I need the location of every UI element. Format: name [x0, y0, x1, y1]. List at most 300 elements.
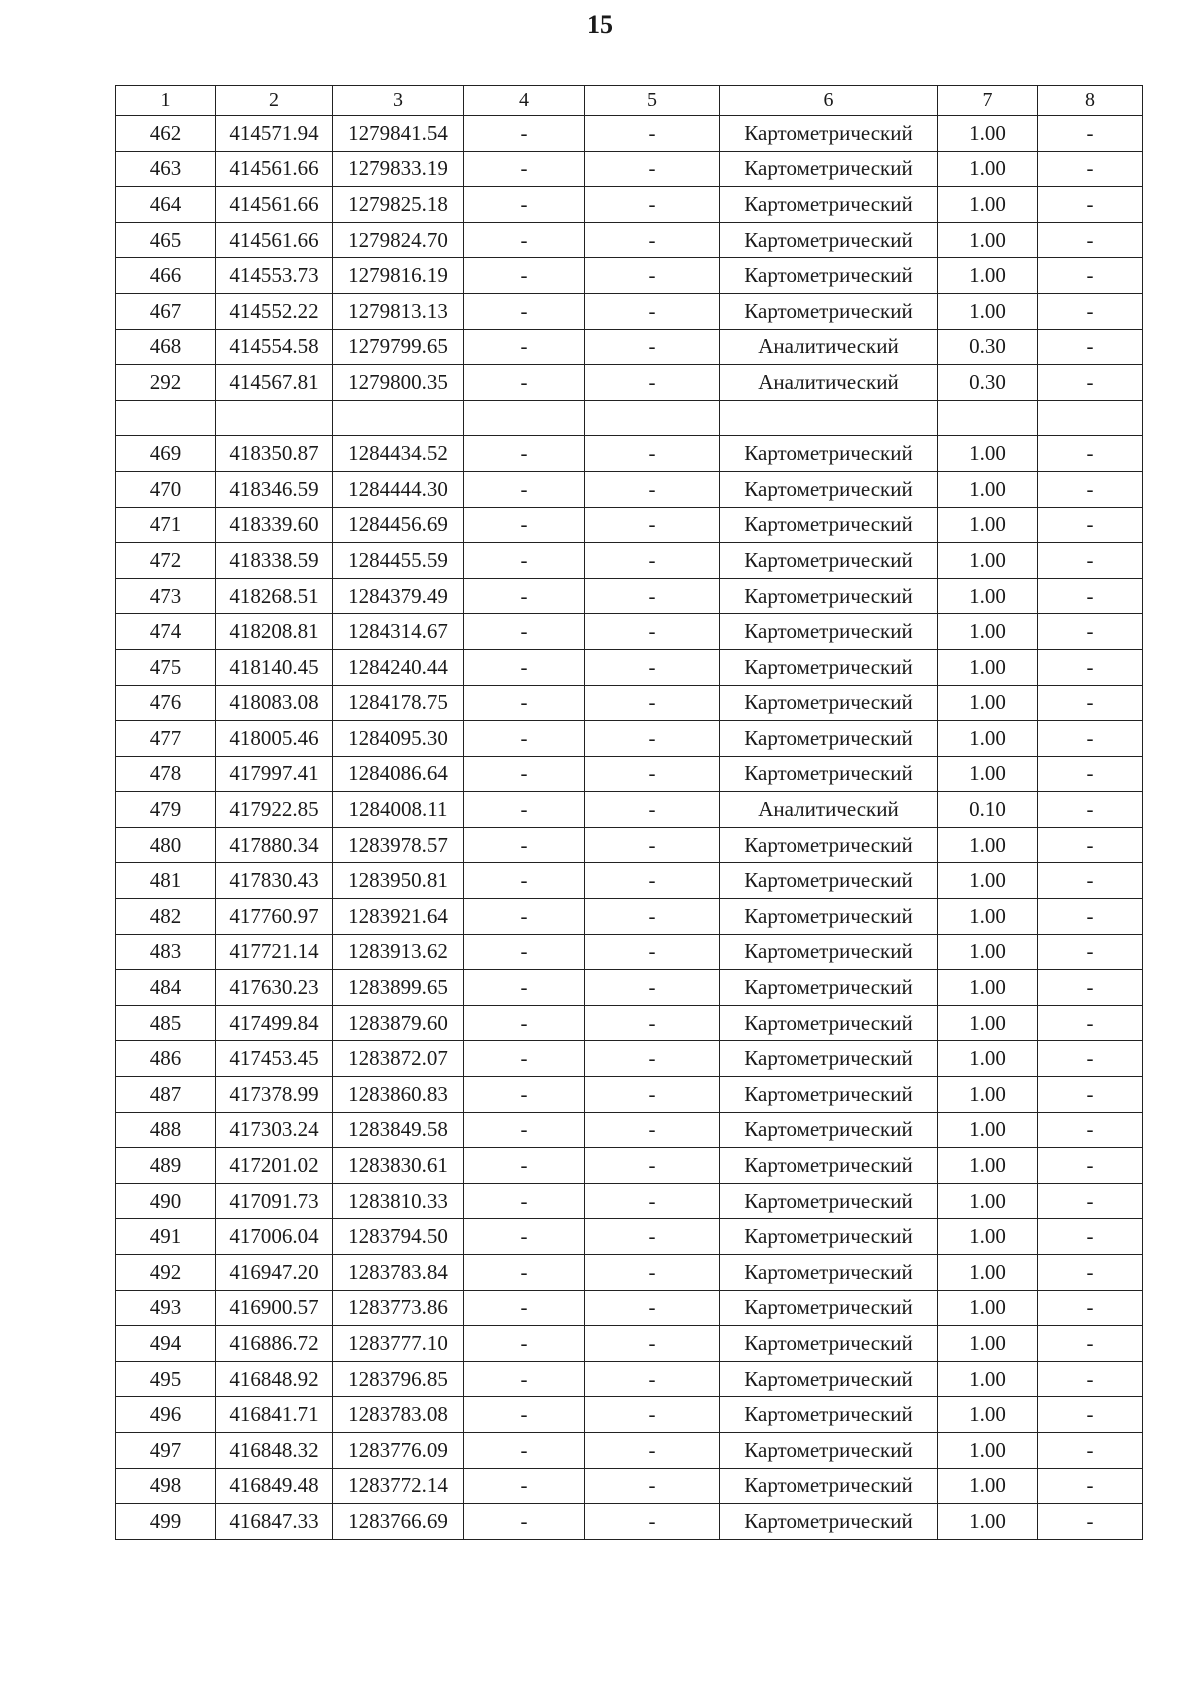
table-cell: 1283830.61: [333, 1148, 464, 1184]
table-cell: 1284178.75: [333, 685, 464, 721]
table-cell: -: [464, 1219, 585, 1255]
table-cell: 1283899.65: [333, 970, 464, 1006]
table-cell: 418268.51: [216, 578, 333, 614]
table-cell: -: [585, 1432, 720, 1468]
table-cell: 1279799.65: [333, 329, 464, 365]
table-cell: -: [585, 756, 720, 792]
table-cell: 1.00: [938, 756, 1038, 792]
table-cell: Картометрический: [720, 258, 938, 294]
table-row: [116, 1326, 1143, 1362]
table-cell: [585, 400, 720, 436]
table-cell: -: [464, 507, 585, 543]
table-cell: 1284455.59: [333, 543, 464, 579]
table-cell: Картометрический: [720, 1005, 938, 1041]
table-cell: -: [585, 1219, 720, 1255]
table-cell: -: [464, 1112, 585, 1148]
table-cell: 1283776.09: [333, 1432, 464, 1468]
table-cell: -: [585, 1041, 720, 1077]
table-cell: -: [1038, 1468, 1143, 1504]
table-cell: 1283783.84: [333, 1255, 464, 1291]
table-cell: -: [585, 899, 720, 935]
table-row: [116, 756, 1143, 792]
table-cell: 416848.32: [216, 1432, 333, 1468]
table-cell: -: [585, 1290, 720, 1326]
table-cell: Картометрический: [720, 1326, 938, 1362]
table-cell: 0.30: [938, 365, 1038, 401]
table-row: [116, 507, 1143, 543]
table-cell: 1.00: [938, 1361, 1038, 1397]
table-cell: 469: [116, 436, 216, 472]
table-cell: 414567.81: [216, 365, 333, 401]
table-cell: 483: [116, 934, 216, 970]
table-body: [116, 116, 1143, 1540]
table-cell: -: [464, 1504, 585, 1540]
table-cell: 1284008.11: [333, 792, 464, 828]
table-cell: 1283913.62: [333, 934, 464, 970]
table-cell: 417091.73: [216, 1183, 333, 1219]
table-cell: 468: [116, 329, 216, 365]
table-cell: 1.00: [938, 1504, 1038, 1540]
table-cell: 496: [116, 1397, 216, 1433]
table-cell: -: [585, 258, 720, 294]
table-cell: Картометрический: [720, 1112, 938, 1148]
table-row: [116, 970, 1143, 1006]
table-cell: -: [585, 863, 720, 899]
table-cell: 485: [116, 1005, 216, 1041]
table-cell: 417303.24: [216, 1112, 333, 1148]
table-cell: -: [585, 1397, 720, 1433]
table-cell: -: [1038, 1041, 1143, 1077]
table-cell: 1.00: [938, 1041, 1038, 1077]
table-row: [116, 614, 1143, 650]
table-cell: 1284444.30: [333, 471, 464, 507]
table-cell: -: [464, 1361, 585, 1397]
table-cell: -: [585, 970, 720, 1006]
table-cell: 463: [116, 151, 216, 187]
table-cell: 1283796.85: [333, 1361, 464, 1397]
table-cell: Картометрический: [720, 649, 938, 685]
table-cell: 473: [116, 578, 216, 614]
table-cell: 1279824.70: [333, 222, 464, 258]
table-row: [116, 1468, 1143, 1504]
table-cell: 479: [116, 792, 216, 828]
table-cell: -: [585, 507, 720, 543]
table-cell: -: [1038, 1077, 1143, 1113]
table-row: [116, 1183, 1143, 1219]
table-cell: 486: [116, 1041, 216, 1077]
table-cell: -: [464, 899, 585, 935]
table-cell: 1283921.64: [333, 899, 464, 935]
table-cell: 418350.87: [216, 436, 333, 472]
table-cell: 467: [116, 293, 216, 329]
table-cell: 1.00: [938, 507, 1038, 543]
table-cell: 416849.48: [216, 1468, 333, 1504]
table-cell: -: [1038, 649, 1143, 685]
table-cell: 417721.14: [216, 934, 333, 970]
table-cell: [938, 400, 1038, 436]
table-cell: 1.00: [938, 471, 1038, 507]
page-number: 15: [587, 10, 613, 39]
table-cell: 491: [116, 1219, 216, 1255]
table-cell: 1.00: [938, 1112, 1038, 1148]
table-cell: -: [585, 116, 720, 152]
coordinates-table: [115, 85, 1143, 1540]
table-cell: -: [464, 1290, 585, 1326]
table-cell: Картометрический: [720, 1432, 938, 1468]
table-cell: 490: [116, 1183, 216, 1219]
table-cell: -: [464, 1041, 585, 1077]
table-cell: 418083.08: [216, 685, 333, 721]
table-cell: -: [585, 578, 720, 614]
table-cell: -: [464, 863, 585, 899]
table-cell: Картометрический: [720, 151, 938, 187]
table-cell: -: [464, 329, 585, 365]
table-row: [116, 187, 1143, 223]
table-cell: 1284086.64: [333, 756, 464, 792]
table-cell: 472: [116, 543, 216, 579]
table-cell: -: [464, 116, 585, 152]
table-cell: -: [585, 685, 720, 721]
table-cell: 1.00: [938, 1432, 1038, 1468]
table-cell: -: [1038, 1183, 1143, 1219]
table-cell: 1283794.50: [333, 1219, 464, 1255]
table-cell: 1284314.67: [333, 614, 464, 650]
table-row: [116, 436, 1143, 472]
table-cell: -: [1038, 1397, 1143, 1433]
table-cell: -: [585, 1183, 720, 1219]
table-cell: 1.00: [938, 151, 1038, 187]
table-cell: [333, 400, 464, 436]
table-cell: [720, 400, 938, 436]
table-row: [116, 222, 1143, 258]
table-cell: -: [1038, 827, 1143, 863]
table-cell: -: [585, 187, 720, 223]
table-cell: 418005.46: [216, 721, 333, 757]
table-cell: 1283872.07: [333, 1041, 464, 1077]
table-cell: Аналитический: [720, 792, 938, 828]
table-row: [116, 1077, 1143, 1113]
table-cell: -: [1038, 1219, 1143, 1255]
table-cell: 1.00: [938, 293, 1038, 329]
table-cell: -: [464, 1148, 585, 1184]
table-row: [116, 329, 1143, 365]
table-cell: Картометрический: [720, 1397, 938, 1433]
table-cell: -: [585, 151, 720, 187]
table-cell: -: [1038, 1326, 1143, 1362]
table-cell: 417880.34: [216, 827, 333, 863]
table-cell: 418346.59: [216, 471, 333, 507]
table-row: [116, 1219, 1143, 1255]
table-cell: 480: [116, 827, 216, 863]
table-cell: -: [1038, 1005, 1143, 1041]
table-cell: Картометрический: [720, 1504, 938, 1540]
table-cell: -: [585, 1112, 720, 1148]
table-cell: -: [464, 614, 585, 650]
table-header-row: [116, 86, 1143, 116]
table-cell: 1283860.83: [333, 1077, 464, 1113]
column-header: 3: [333, 86, 464, 116]
table-cell: -: [464, 792, 585, 828]
table-row: [116, 1290, 1143, 1326]
table-cell: 475: [116, 649, 216, 685]
column-header: 2: [216, 86, 333, 116]
table-cell: -: [464, 685, 585, 721]
table-cell: -: [1038, 365, 1143, 401]
table-cell: Аналитический: [720, 365, 938, 401]
table-cell: -: [585, 365, 720, 401]
table-cell: 477: [116, 721, 216, 757]
table-cell: 1.00: [938, 1005, 1038, 1041]
table-cell: Картометрический: [720, 614, 938, 650]
table-cell: -: [1038, 187, 1143, 223]
table-cell: 416947.20: [216, 1255, 333, 1291]
table-row: [116, 116, 1143, 152]
table-cell: -: [464, 1005, 585, 1041]
table-cell: [1038, 400, 1143, 436]
table-cell: 462: [116, 116, 216, 152]
table-row: [116, 721, 1143, 757]
table-cell: 416841.71: [216, 1397, 333, 1433]
table-cell: -: [585, 934, 720, 970]
table-cell: -: [585, 1361, 720, 1397]
table-cell: Картометрический: [720, 934, 938, 970]
table-cell: -: [1038, 151, 1143, 187]
table-cell: 0.10: [938, 792, 1038, 828]
table-cell: Картометрический: [720, 899, 938, 935]
table-cell: -: [1038, 471, 1143, 507]
table-cell: -: [464, 222, 585, 258]
table-cell: 414561.66: [216, 222, 333, 258]
table-cell: 499: [116, 1504, 216, 1540]
table-row: [116, 685, 1143, 721]
table-cell: -: [1038, 1290, 1143, 1326]
table-cell: 1.00: [938, 258, 1038, 294]
table-cell: -: [1038, 899, 1143, 935]
table-cell: 1.00: [938, 827, 1038, 863]
table-cell: 1.00: [938, 1397, 1038, 1433]
table-cell: 1284095.30: [333, 721, 464, 757]
table-cell: Картометрический: [720, 222, 938, 258]
table-cell: Картометрический: [720, 721, 938, 757]
table-row: [116, 649, 1143, 685]
table-cell: -: [464, 1255, 585, 1291]
table-cell: -: [1038, 222, 1143, 258]
table-cell: 476: [116, 685, 216, 721]
table-cell: 1.00: [938, 1468, 1038, 1504]
table-row: [116, 1504, 1143, 1540]
table-cell: 1.00: [938, 614, 1038, 650]
table-row: [116, 365, 1143, 401]
table-cell: [464, 400, 585, 436]
table-cell: -: [585, 1504, 720, 1540]
table-cell: Картометрический: [720, 507, 938, 543]
table-cell: Картометрический: [720, 543, 938, 579]
table-cell: -: [1038, 1148, 1143, 1184]
table-cell: Картометрический: [720, 116, 938, 152]
table-cell: -: [1038, 436, 1143, 472]
table-cell: 470: [116, 471, 216, 507]
table-cell: -: [1038, 614, 1143, 650]
table-cell: -: [464, 151, 585, 187]
table-cell: -: [1038, 116, 1143, 152]
table-cell: 1279816.19: [333, 258, 464, 294]
table-cell: -: [585, 1468, 720, 1504]
table-row: [116, 1255, 1143, 1291]
table-cell: 481: [116, 863, 216, 899]
table-cell: 484: [116, 970, 216, 1006]
table-cell: -: [464, 649, 585, 685]
table-cell: Картометрический: [720, 1041, 938, 1077]
table-cell: 416900.57: [216, 1290, 333, 1326]
table-cell: -: [585, 1005, 720, 1041]
table-cell: -: [1038, 792, 1143, 828]
table-row: [116, 293, 1143, 329]
table-row: [116, 1112, 1143, 1148]
table-cell: 1.00: [938, 1326, 1038, 1362]
table-row: [116, 1041, 1143, 1077]
table-cell: 1284456.69: [333, 507, 464, 543]
table-cell: 417997.41: [216, 756, 333, 792]
table-cell: 1283950.81: [333, 863, 464, 899]
table-cell: -: [585, 827, 720, 863]
table-cell: 418208.81: [216, 614, 333, 650]
table-cell: -: [1038, 1504, 1143, 1540]
table-cell: 1283772.14: [333, 1468, 464, 1504]
table-row: [116, 578, 1143, 614]
table-cell: -: [585, 436, 720, 472]
table-cell: 495: [116, 1361, 216, 1397]
table-cell: 489: [116, 1148, 216, 1184]
table-cell: 492: [116, 1255, 216, 1291]
table-cell: -: [585, 1255, 720, 1291]
table-row: [116, 151, 1143, 187]
table-cell: 1279813.13: [333, 293, 464, 329]
table-cell: 466: [116, 258, 216, 294]
table-cell: -: [1038, 721, 1143, 757]
table-cell: 417830.43: [216, 863, 333, 899]
table-cell: 1.00: [938, 1077, 1038, 1113]
table-cell: Картометрический: [720, 1148, 938, 1184]
table-cell: 1.00: [938, 685, 1038, 721]
table-cell: 418140.45: [216, 649, 333, 685]
table-cell: 471: [116, 507, 216, 543]
table-cell: 417630.23: [216, 970, 333, 1006]
table-cell: 0.30: [938, 329, 1038, 365]
table-cell: Картометрический: [720, 293, 938, 329]
table-cell: -: [585, 721, 720, 757]
table-cell: 417006.04: [216, 1219, 333, 1255]
table-cell: 1283777.10: [333, 1326, 464, 1362]
table-cell: -: [464, 471, 585, 507]
table-cell: 482: [116, 899, 216, 935]
table-row: [116, 1148, 1143, 1184]
table-cell: -: [1038, 293, 1143, 329]
table-cell: 414552.22: [216, 293, 333, 329]
table-cell: -: [585, 293, 720, 329]
table-cell: 1283810.33: [333, 1183, 464, 1219]
table-cell: 417378.99: [216, 1077, 333, 1113]
table-cell: 1284434.52: [333, 436, 464, 472]
table-row: [116, 258, 1143, 294]
table-cell: 1.00: [938, 1183, 1038, 1219]
table-cell: Картометрический: [720, 827, 938, 863]
table-cell: -: [464, 1183, 585, 1219]
table-cell: 488: [116, 1112, 216, 1148]
table-cell: 414554.58: [216, 329, 333, 365]
table-cell: 414561.66: [216, 187, 333, 223]
table-cell: -: [464, 436, 585, 472]
table-cell: 465: [116, 222, 216, 258]
table-cell: 418339.60: [216, 507, 333, 543]
table-cell: Картометрический: [720, 1183, 938, 1219]
table-cell: Картометрический: [720, 578, 938, 614]
table-cell: 1283978.57: [333, 827, 464, 863]
table-cell: Картометрический: [720, 685, 938, 721]
table-cell: -: [1038, 329, 1143, 365]
table-cell: 493: [116, 1290, 216, 1326]
table-cell: 498: [116, 1468, 216, 1504]
table-cell: 1279825.18: [333, 187, 464, 223]
table-cell: -: [464, 543, 585, 579]
table-cell: 1.00: [938, 1255, 1038, 1291]
table-cell: 414571.94: [216, 116, 333, 152]
table-cell: -: [1038, 934, 1143, 970]
table-cell: 1.00: [938, 222, 1038, 258]
table-cell: 416847.33: [216, 1504, 333, 1540]
table-cell: Картометрический: [720, 1219, 938, 1255]
table-cell: 416886.72: [216, 1326, 333, 1362]
table-cell: 1.00: [938, 721, 1038, 757]
table-cell: 417201.02: [216, 1148, 333, 1184]
table-cell: 1279800.35: [333, 365, 464, 401]
table-cell: -: [585, 1326, 720, 1362]
table-cell: Картометрический: [720, 187, 938, 223]
table-cell: -: [1038, 258, 1143, 294]
table-cell: 1.00: [938, 116, 1038, 152]
column-header: 5: [585, 86, 720, 116]
table-cell: Картометрический: [720, 1077, 938, 1113]
table-cell: Картометрический: [720, 471, 938, 507]
table-cell: -: [1038, 1255, 1143, 1291]
table-row: [116, 863, 1143, 899]
table-cell: -: [585, 649, 720, 685]
table-cell: 1283783.08: [333, 1397, 464, 1433]
table-cell: 414553.73: [216, 258, 333, 294]
table-row: [116, 934, 1143, 970]
table-cell: [216, 400, 333, 436]
table-cell: -: [1038, 863, 1143, 899]
table-cell: -: [464, 365, 585, 401]
table-cell: 1284379.49: [333, 578, 464, 614]
table-cell: 417760.97: [216, 899, 333, 935]
table-cell: -: [585, 222, 720, 258]
column-header: 6: [720, 86, 938, 116]
table-cell: 292: [116, 365, 216, 401]
table-cell: -: [1038, 1112, 1143, 1148]
table-cell: -: [464, 827, 585, 863]
table-cell: 414561.66: [216, 151, 333, 187]
table-cell: -: [1038, 578, 1143, 614]
table-cell: Картометрический: [720, 1255, 938, 1291]
table-cell: 417453.45: [216, 1041, 333, 1077]
table-cell: 497: [116, 1432, 216, 1468]
table-cell: 1.00: [938, 649, 1038, 685]
table-cell: Картометрический: [720, 863, 938, 899]
table-cell: 418338.59: [216, 543, 333, 579]
table-cell: -: [464, 721, 585, 757]
table-cell: 1.00: [938, 187, 1038, 223]
table-cell: 1.00: [938, 934, 1038, 970]
